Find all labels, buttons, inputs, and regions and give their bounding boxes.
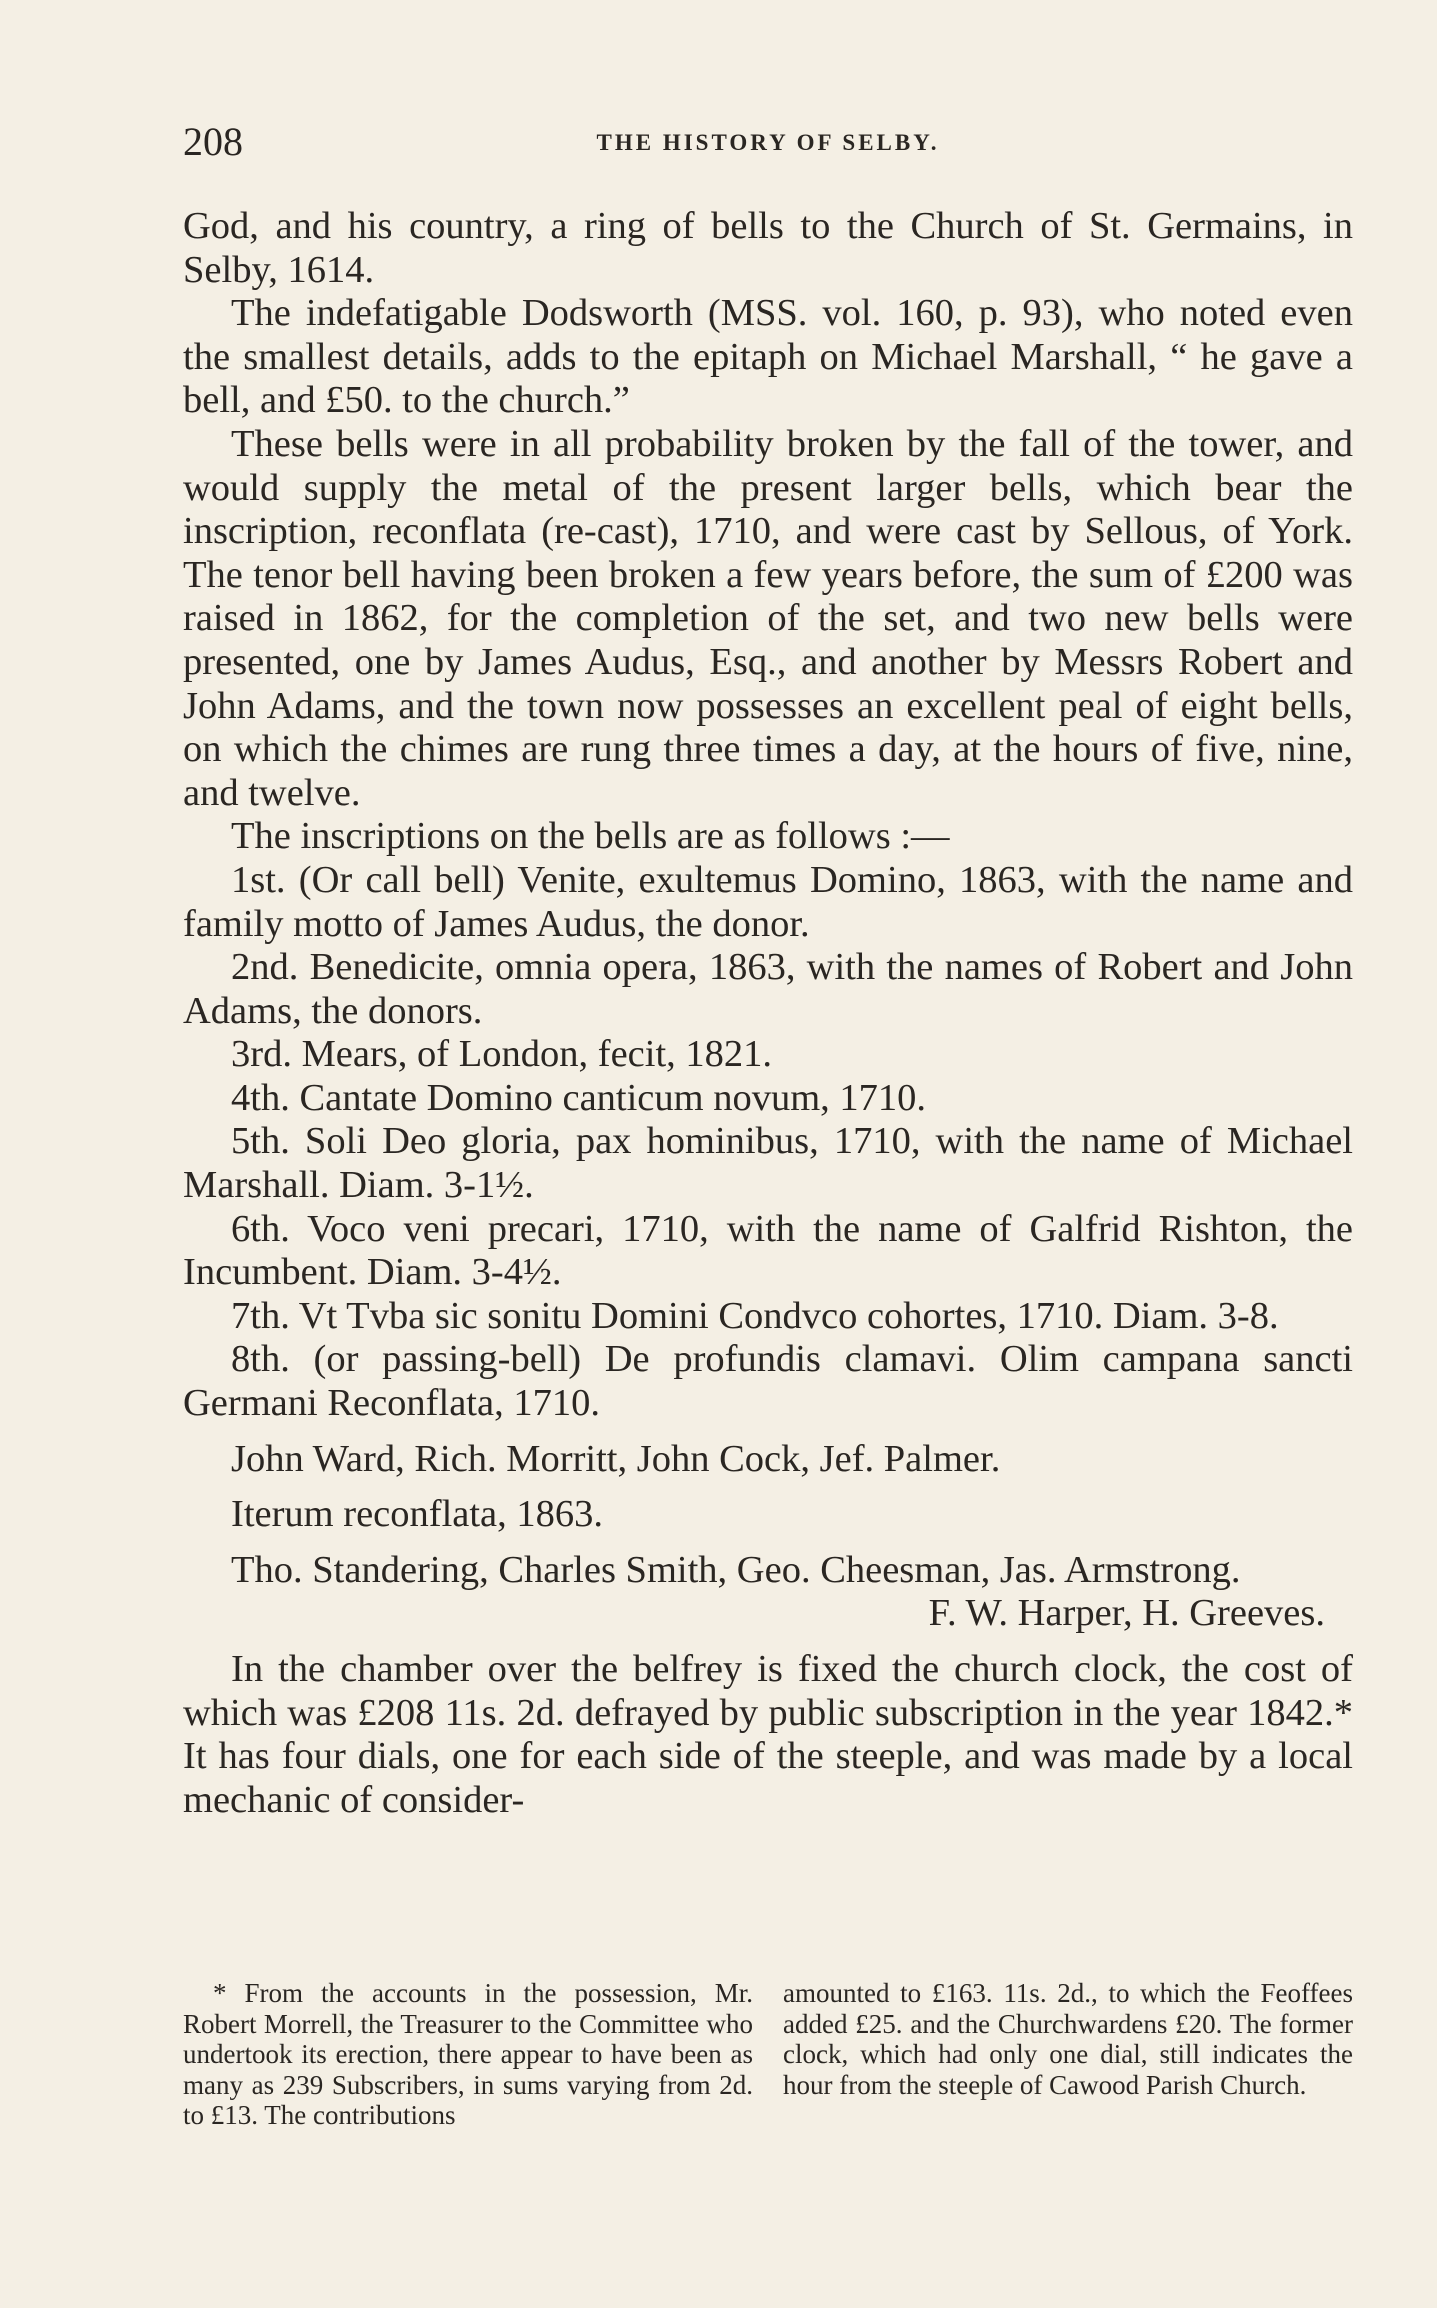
churchwarden-names: John Ward, Rich. Morritt, John Cock, Jef. Palmer. <box>231 1437 1001 1480</box>
paragraph: The indefatigable Dodsworth (MSS. vol. 160, p. 93), who noted even the smallest details, adds to the epitaph on Michael Marshall, “ he gave a bell, and £50. to the church.” <box>183 292 1353 422</box>
bell-inscription: 1st. (Or call bell) Venite, exultemus Domino, 1863, with the name and family motto of James Audus, the donor. <box>183 858 1353 945</box>
main-text <box>183 205 1353 1822</box>
bell-inscription: 6th. Voco veni precari, 1710, with the name of Galfrid Rishton, the Incumbent. Diam. 3-4½. <box>183 1207 1353 1294</box>
bell-inscription: 7th. Vt Tvba sic sonitu Domini Condvco cohortes, 1710. Diam. 3-8. <box>231 1294 1279 1337</box>
footnotes <box>183 1978 1353 2131</box>
bell-inscription: 3rd. Mears, of London, fecit, 1821. <box>231 1033 773 1076</box>
bell-inscription: 5th. Soli Deo gloria, pax hominibus, 1710, with the name of Michael Marshall. Diam. 3-1½. <box>183 1120 1353 1207</box>
bell-inscription: 4th. Cantate Domino canticum novum, 1710. <box>231 1076 927 1119</box>
footnote-column-left <box>183 1978 753 2131</box>
paragraph: In the chamber over the belfrey is fixed the church clock, the cost of which was £208 11s. 2d. defrayed by public subscription in the year 1842.* It has four dials, one for each side of the steeple, and was made by a local mechanic of consider- <box>183 1648 1353 1821</box>
recast-line: Iterum reconflata, 1863. <box>231 1493 604 1536</box>
paragraph: God, and his country, a ring of bells to the Church of St. Germains, in Selby, 1614. <box>183 205 1353 291</box>
paragraph: These bells were in all probability broken by the fall of the tower, and would supply the metal of the present larger bells, which bear the inscription, reconflata (re-cast), 1710, and were cast by Sellous, of York. The tenor bell having been broken a few years before, the sum of £200 was raised in 1862, for the completion of the set, and two new bells were presented, one by James Audus, Esq., and another by Messrs Robert and John Adams, and the town now possesses an excellent peal of eight bells, on which the chimes are rung three times a day, at the hours of five, nine, and twelve. <box>183 422 1353 814</box>
bell-inscription: 8th. (or passing-bell) De profundis clamavi. Olim campana sancti Germani Reconflata, 1710. <box>183 1338 1353 1425</box>
bell-inscription: 2nd. Benedicite, omnia opera, 1863, with the names of Robert and John Adams, the donors. <box>183 946 1353 1032</box>
footnote-column-right <box>783 1978 1353 2131</box>
page-number: 208 <box>183 119 243 164</box>
footnote-text: * From the accounts in the possession, Mr. Robert Morrell, the Treasurer to the Committee who undertook its erection, there appear to have been as many as 239 Subscribers, in sums varying from 2d. to £13. The contributions <box>183 1978 753 2130</box>
churchwarden-names: F. W. Harper, H. Greeves. <box>928 1592 1325 1635</box>
running-head <box>183 118 1353 168</box>
footnote-text: amounted to £163. 11s. 2d., to which the Feoffees added £25. and the Churchwardens £20. The former clock, which had only one dial, still indicates the hour from the steeple of Cawood Parish Church. <box>783 1978 1353 2100</box>
paragraph: The inscriptions on the bells are as follows :— <box>231 815 950 858</box>
running-title: THE HISTORY OF SELBY. <box>596 130 940 155</box>
churchwarden-names: Tho. Standering, Charles Smith, Geo. Cheesman, Jas. Armstrong. <box>231 1548 1241 1591</box>
